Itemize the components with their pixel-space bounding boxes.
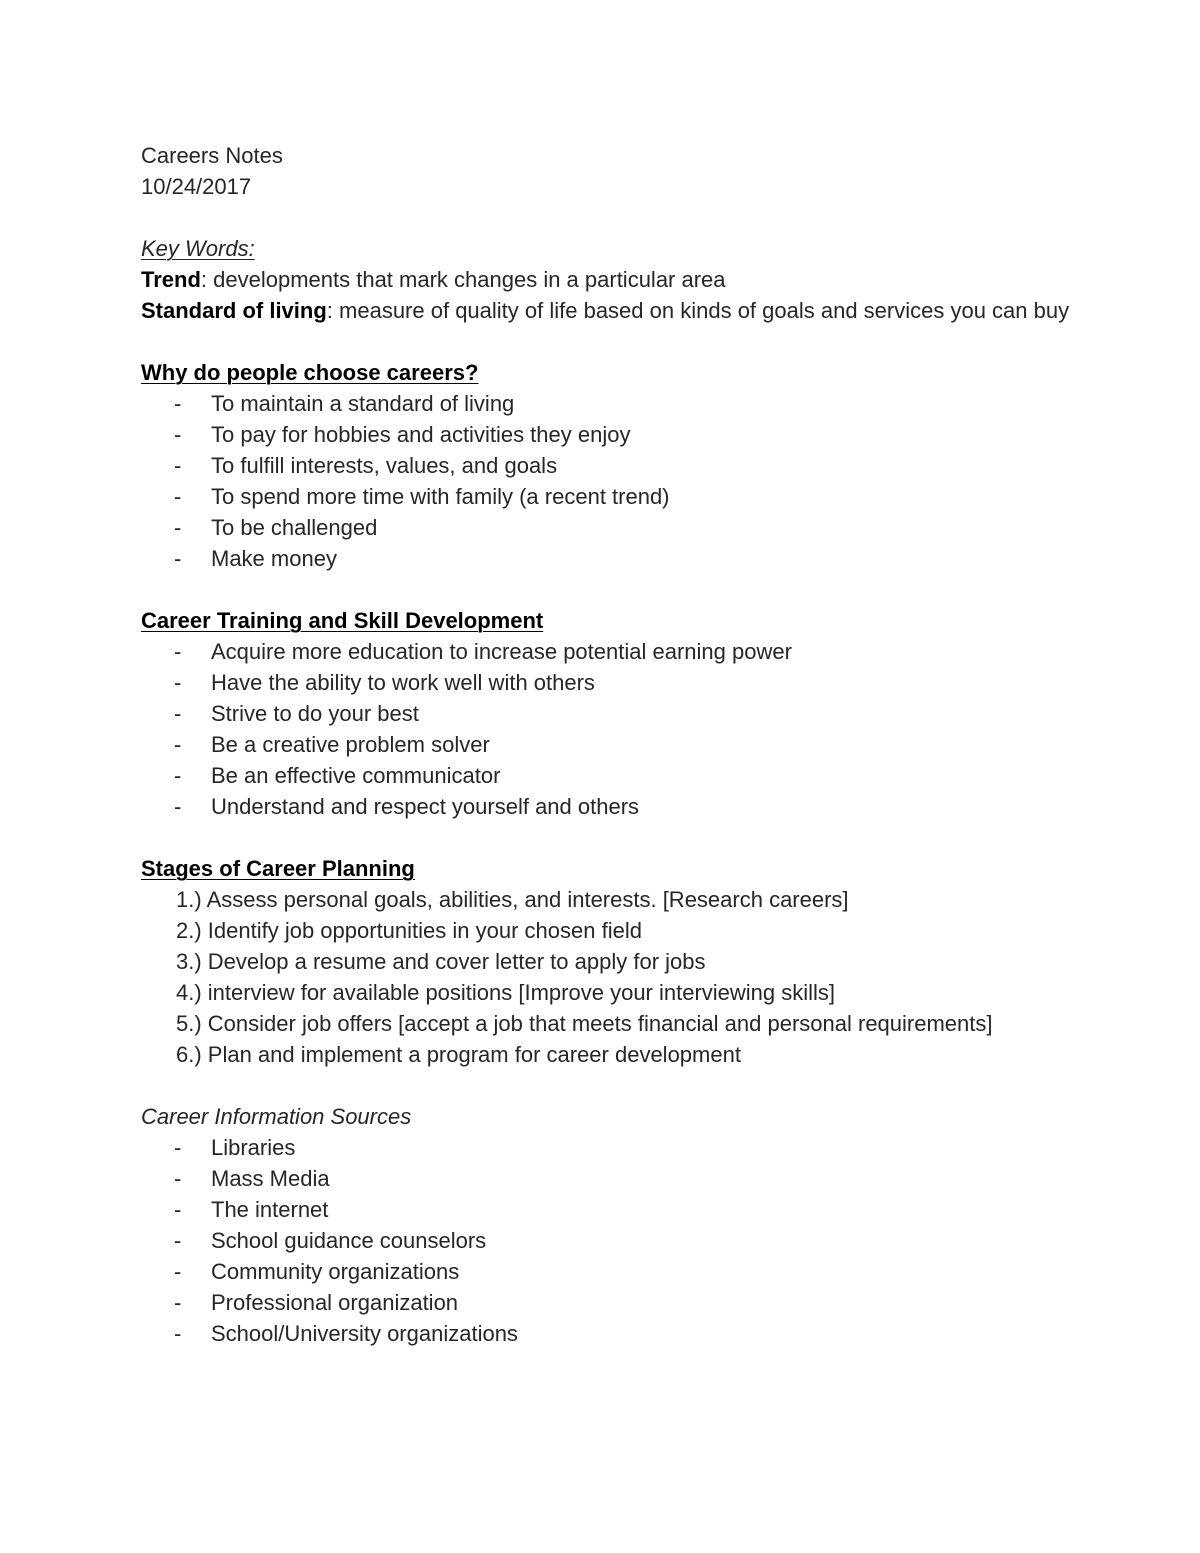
list-item <box>141 481 1081 512</box>
dash-bullet: - <box>174 1290 182 1315</box>
list-item <box>141 1287 1081 1318</box>
document-title: Careers Notes <box>141 143 283 168</box>
list-item-text: Be a creative problem solver <box>211 732 490 757</box>
dash-bullet: - <box>174 732 182 757</box>
dash-bullet: - <box>174 701 182 726</box>
list-item: 2.) Identify job opportunities in your chosen field <box>176 918 642 943</box>
list-item-text: Professional organization <box>211 1290 459 1315</box>
keyword-standard-of-living <box>141 295 1081 326</box>
dash-bullet: - <box>174 515 182 540</box>
list-item: 6.) Plan and implement a program for career development <box>176 1042 741 1067</box>
document-date: 10/24/2017 <box>141 174 252 199</box>
spacer <box>141 202 1081 233</box>
keyword-standard-definition: : measure of quality of life based on kinds of goals and services you can buy <box>326 298 1070 323</box>
list-item-text: Have the ability to work well with others <box>211 670 595 695</box>
dash-bullet: - <box>174 546 182 571</box>
list-item <box>141 760 1081 791</box>
list-item <box>141 388 1081 419</box>
spacer <box>141 574 1081 605</box>
list-item <box>141 1318 1081 1349</box>
training-list <box>141 636 1081 822</box>
list-item <box>141 698 1081 729</box>
keyword-trend-definition: : developments that mark changes in a particular area <box>200 267 726 292</box>
dash-bullet: - <box>174 763 182 788</box>
list-item <box>141 729 1081 760</box>
spacer <box>141 822 1081 853</box>
list-item: 4.) interview for available positions [Improve your interviewing skills] <box>176 980 836 1005</box>
dash-bullet: - <box>174 794 182 819</box>
dash-bullet: - <box>174 422 182 447</box>
dash-bullet: - <box>174 1197 182 1222</box>
keyword-trend-term: Trend <box>141 267 201 292</box>
dash-bullet: - <box>174 639 182 664</box>
training-heading: Career Training and Skill Development <box>141 608 544 633</box>
list-item-text: To fulfill interests, values, and goals <box>211 453 558 478</box>
keyword-standard-term: Standard of living <box>141 298 327 323</box>
why-list <box>141 388 1081 574</box>
list-item <box>141 1132 1081 1163</box>
list-item-text: Strive to do your best <box>211 701 419 726</box>
dash-bullet: - <box>174 1321 182 1346</box>
sources-heading: Career Information Sources <box>141 1104 412 1129</box>
list-item-text: Community organizations <box>211 1259 460 1284</box>
list-item <box>141 1225 1081 1256</box>
list-item-text: Understand and respect yourself and others <box>211 794 640 819</box>
list-item <box>141 667 1081 698</box>
list-item <box>141 1194 1081 1225</box>
spacer <box>141 1070 1081 1101</box>
list-item <box>141 419 1081 450</box>
list-item <box>141 791 1081 822</box>
list-item-text: Acquire more education to increase potential earning power <box>211 639 792 664</box>
list-item-text: Make money <box>211 546 337 571</box>
dash-bullet: - <box>174 670 182 695</box>
dash-bullet: - <box>174 453 182 478</box>
list-item-text: School guidance counselors <box>211 1228 487 1253</box>
dash-bullet: - <box>174 1228 182 1253</box>
dash-bullet: - <box>174 1166 182 1191</box>
list-item <box>141 512 1081 543</box>
list-item-text: Mass Media <box>211 1166 330 1191</box>
list-item <box>141 636 1081 667</box>
list-item <box>141 1256 1081 1287</box>
list-item-text: To maintain a standard of living <box>211 391 515 416</box>
list-item-text: The internet <box>211 1197 329 1222</box>
keywords-heading: Key Words: <box>141 236 255 261</box>
dash-bullet: - <box>174 484 182 509</box>
dash-bullet: - <box>174 1259 182 1284</box>
list-item-text: To be challenged <box>211 515 378 540</box>
dash-bullet: - <box>174 391 182 416</box>
dash-bullet: - <box>174 1135 182 1160</box>
list-item-text: Be an effective communicator <box>211 763 501 788</box>
list-item-text: Libraries <box>211 1135 296 1160</box>
list-item-text: School/University organizations <box>211 1321 518 1346</box>
list-item <box>141 543 1081 574</box>
stages-heading: Stages of Career Planning <box>141 856 415 881</box>
stages-list <box>141 884 1081 1070</box>
list-item <box>141 450 1081 481</box>
list-item <box>141 1163 1081 1194</box>
list-item: 1.) Assess personal goals, abilities, and interests. [Research careers] <box>176 887 849 912</box>
list-item-text: To spend more time with family (a recent trend) <box>211 484 670 509</box>
spacer <box>141 326 1081 357</box>
list-item-text: To pay for hobbies and activities they enjoy <box>211 422 631 447</box>
why-heading: Why do people choose careers? <box>141 360 479 385</box>
document-page <box>141 140 1081 1349</box>
list-item: 3.) Develop a resume and cover letter to apply for jobs <box>176 949 706 974</box>
sources-list <box>141 1132 1081 1349</box>
list-item: 5.) Consider job offers [accept a job that meets financial and personal requirements] <box>176 1011 993 1036</box>
keyword-trend <box>141 264 1081 295</box>
